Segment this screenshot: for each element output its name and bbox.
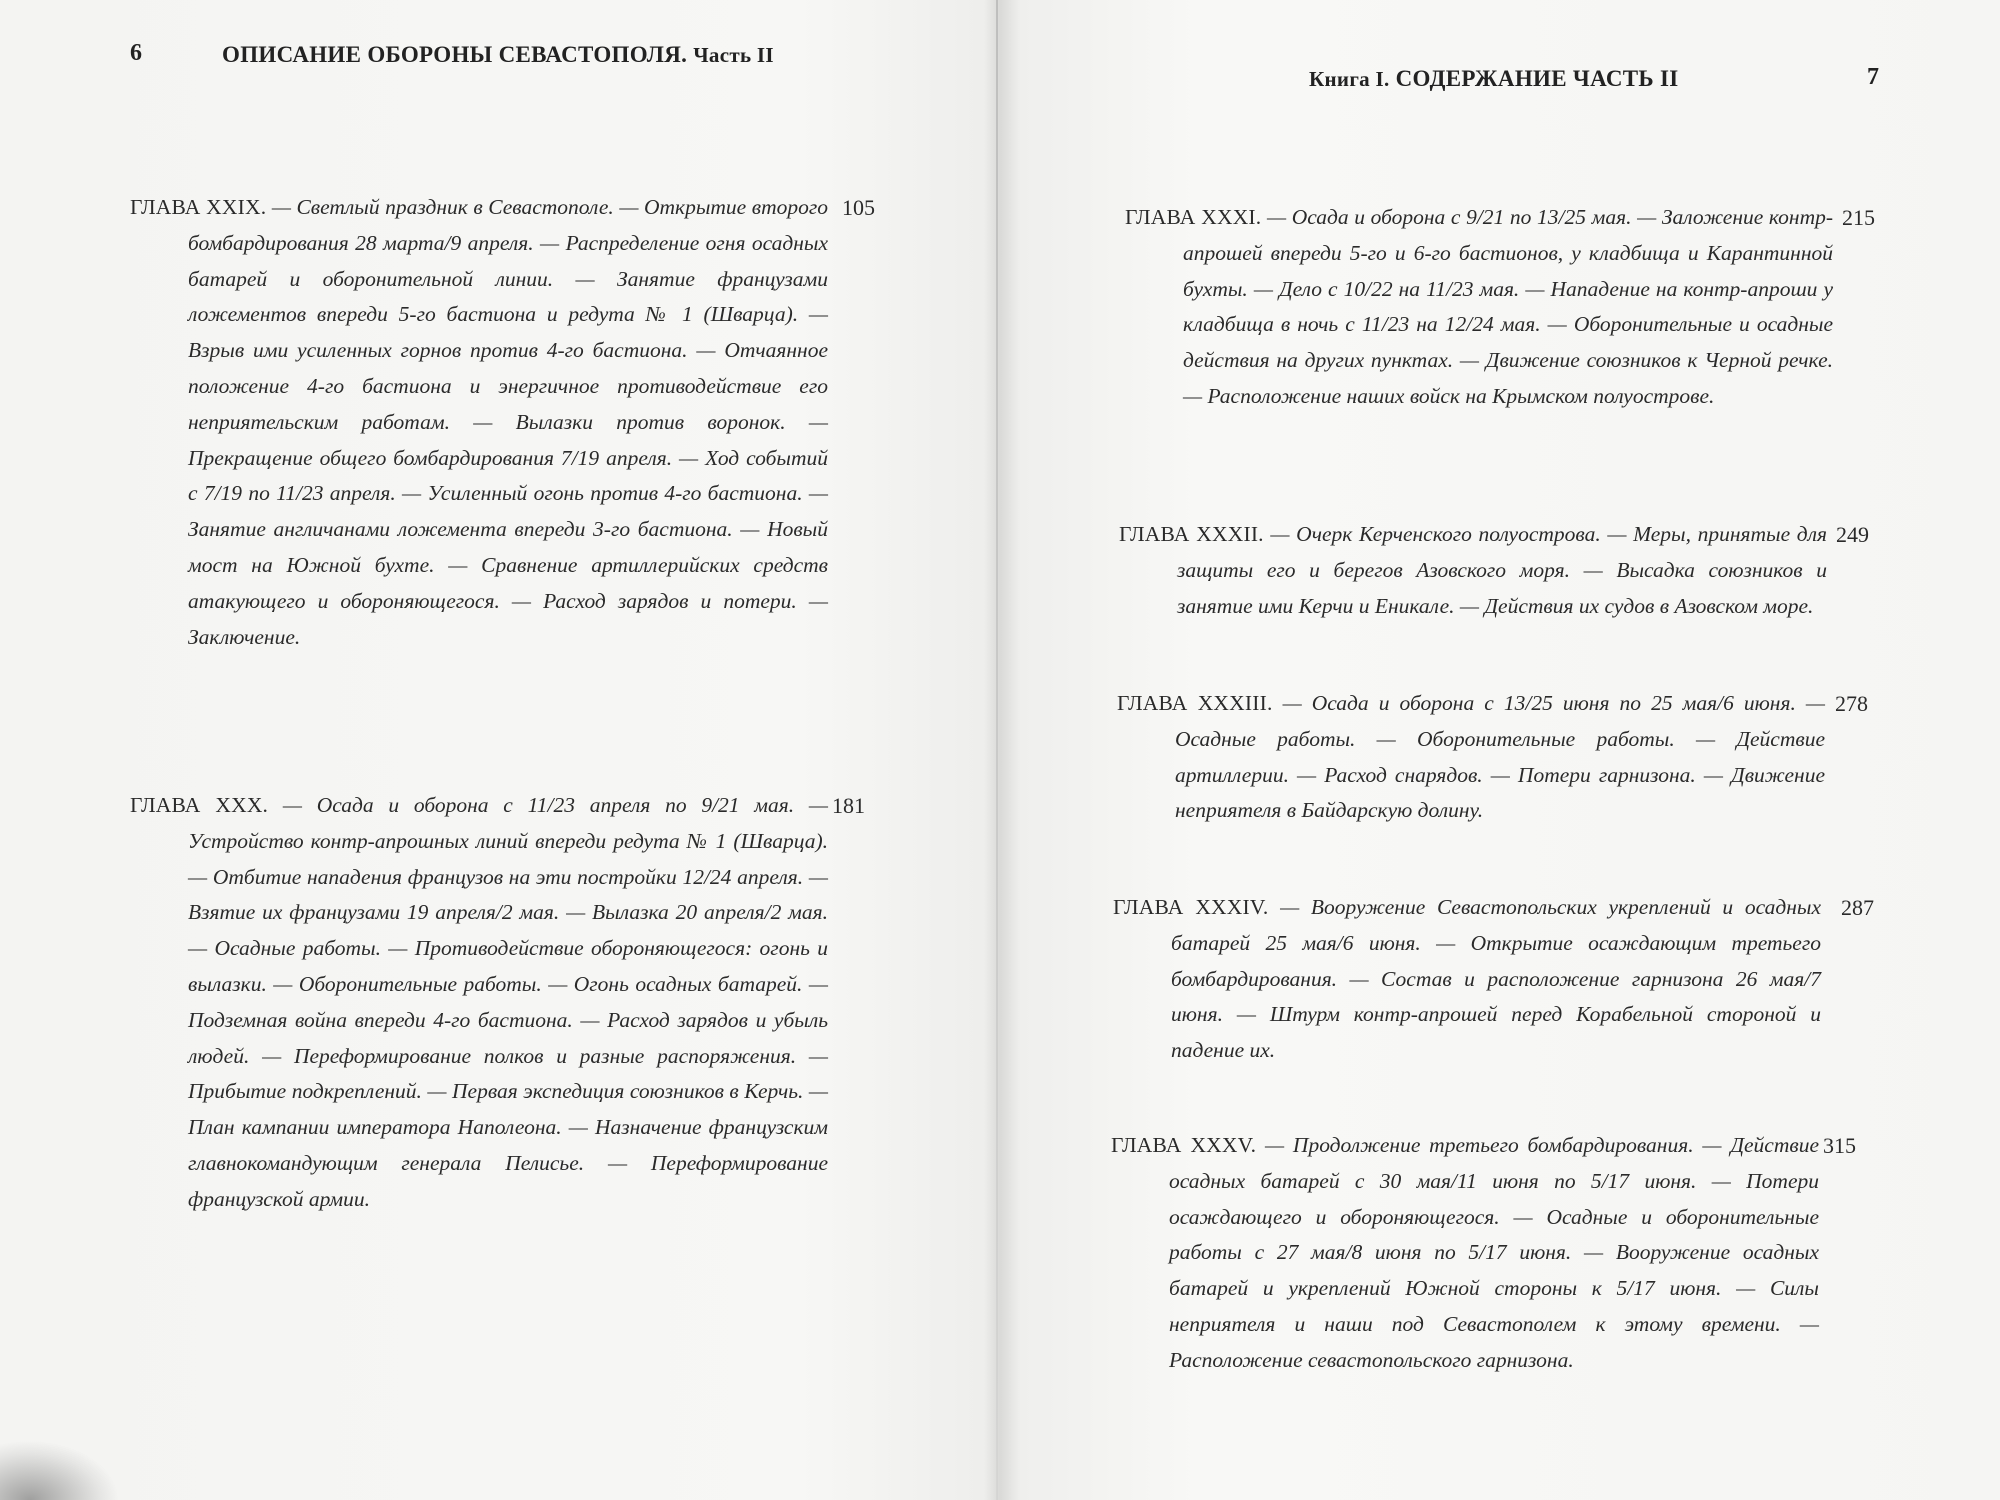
- toc-entry-text: [1113, 890, 1821, 1069]
- toc-entry-text: [1111, 1128, 1819, 1379]
- left-running-head-title: ОПИСАНИЕ ОБОРОНЫ СЕВАСТОПОЛЯ.: [222, 42, 688, 67]
- toc-entry-xxxii: [1119, 517, 1979, 624]
- chapter-page-number: 287: [1841, 895, 1874, 920]
- chapter-label: ГЛАВА XXX.: [130, 793, 269, 817]
- chapter-page-number: 215: [1842, 205, 1875, 230]
- chapter-label: ГЛАВА XXXV.: [1111, 1133, 1257, 1157]
- toc-entry-text: [1125, 200, 1833, 415]
- right-running-head: [1309, 66, 1678, 92]
- chapter-description: — Осада и оборона с 11/23 апреля по 9/21 мая. — Устройство контр-апрошных линий впереди редута № 1 (Шварца). — Отбитие нападения французов на эти постройки 12/24 апреля. — Взятие их французами 19 апреля/2 мая. — Вылазка 20 апреля/2 мая. — Осадные работы. — Противодействие обороняющегося: огонь и вылазки. — Оборонительные работы. — Огонь осадных батарей. — Подземная война впереди 4-го бастиона. — Расход зарядов и убыль людей. — Переформирование полков и разные распоряжения. — Прибытие подкреплений. — Первая экспедиция союзников в Керчь. — План кампании императора Наполеона. — Назначение французским главнокомандующим генерала Пелисье. — Переформирование французской армии.: [188, 793, 828, 1211]
- right-page-number: 7: [1867, 64, 1879, 90]
- chapter-description: — Осада и оборона с 9/21 по 13/25 мая. — Заложение контр-апрошей впереди 5-го и 6-го бастионов, у кладбища и Карантинной бухты. — Дело с 10/22 на 11/23 мая. — Нападение на контр-апроши у кладбища в ночь с 11/23 на 12/24 мая. — Оборонительные и осадные действия на других пунктах. — Движение союзников к Черной речке. — Расположение наших войск на Крымском полуострове.: [1183, 205, 1834, 408]
- left-running-head: [222, 42, 774, 68]
- right-running-head-title: СОДЕРЖАНИЕ ЧАСТЬ II: [1395, 66, 1679, 91]
- toc-entry-xxxiv: [1113, 890, 1973, 1069]
- left-page-number: 6: [130, 40, 142, 66]
- toc-entry-xxxv: [1111, 1128, 1971, 1379]
- chapter-page-number: 105: [842, 195, 875, 220]
- chapter-description: — Осада и оборона с 13/25 июня по 25 мая/6 июня. — Осадные работы. — Оборонительные работы. — Действие артиллерии. — Расход снарядов. — Потери гарнизона. — Движение неприятеля в Байдарскую долину.: [1175, 691, 1825, 823]
- toc-entry-xxxiii: [1117, 686, 1977, 829]
- toc-entry-xxix: [130, 190, 1032, 655]
- toc-entry-text: [1119, 517, 1827, 624]
- toc-entry-text: [130, 788, 828, 1218]
- chapter-page-number: 249: [1836, 522, 1869, 547]
- chapter-label: ГЛАВА XXXIV.: [1113, 895, 1269, 919]
- left-page: [0, 0, 995, 1500]
- toc-entry-xxx: [130, 788, 1032, 1218]
- chapter-description: — Очерк Керченского полуострова. — Меры, принятые для защиты его и берегов Азовского моря. — Высадка союзников и занятие ими Керчи и Еникале. — Действия их судов в Азовском море.: [1177, 522, 1828, 618]
- chapter-description: — Светлый праздник в Севастополе. — Открытие второго бомбардирования 28 марта/9 апреля. — Распределение огня осадных батарей и оборонительной линии. — Занятие французами ложементов впереди 5-го бастиона и редута № 1 (Шварца). — Взрыв ими усиленных горнов против 4-го бастиона. — Отчаянное положение 4-го бастиона и энергичное противодействие его неприятельским работам. — Вылазки против воронок. — Прекращение общего бомбардирования 7/19 апреля. — Ход событий с 7/19 по 11/23 апреля. — Усиленный огонь против 4-го бастиона. — Занятие англичанами ложемента впереди 3-го бастиона. — Новый мост на Южной бухте. — Сравнение артиллерийских средств атакующего и обороняющегося. — Расход зарядов и потери. — Заключение.: [188, 195, 828, 649]
- right-running-head-book: Книга I.: [1309, 67, 1390, 91]
- chapter-description: — Продолжение третьего бомбардирования. — Действие осадных батарей с 30 мая/11 июня по 5/17 июня. — Потери осаждающего и обороняющегося. — Осадные и оборонительные работы с 27 мая/8 июня по 5/17 июня. — Вооружение осадных батарей и укреплений Южной стороны к 5/17 июня. — Силы неприятеля и наши под Севастополем к этому времени. — Расположение севастопольского гарнизона.: [1169, 1133, 1819, 1372]
- left-running-head-part: Часть II: [693, 43, 774, 67]
- toc-entry-xxxi: [1125, 200, 1985, 415]
- toc-entry-text: [1117, 686, 1825, 829]
- chapter-page-number: 315: [1823, 1133, 1856, 1158]
- chapter-label: ГЛАВА XXXII.: [1119, 522, 1264, 546]
- right-page: [1005, 0, 2000, 1500]
- chapter-label: ГЛАВА XXXIII.: [1117, 691, 1273, 715]
- chapter-label: ГЛАВА XXXI.: [1125, 205, 1262, 229]
- chapter-page-number: 181: [832, 793, 865, 818]
- toc-entry-text: [130, 190, 828, 655]
- chapter-description: — Вооружение Севастопольских укреплений и осадных батарей 25 мая/6 июня. — Открытие осаждающим третьего бомбардирования. — Состав и расположение гарнизона 26 мая/7 июня. — Штурм контр-апрошей перед Корабельной стороной и падение их.: [1171, 895, 1821, 1063]
- chapter-label: ГЛАВА XXIX.: [130, 195, 267, 219]
- chapter-page-number: 278: [1835, 691, 1868, 716]
